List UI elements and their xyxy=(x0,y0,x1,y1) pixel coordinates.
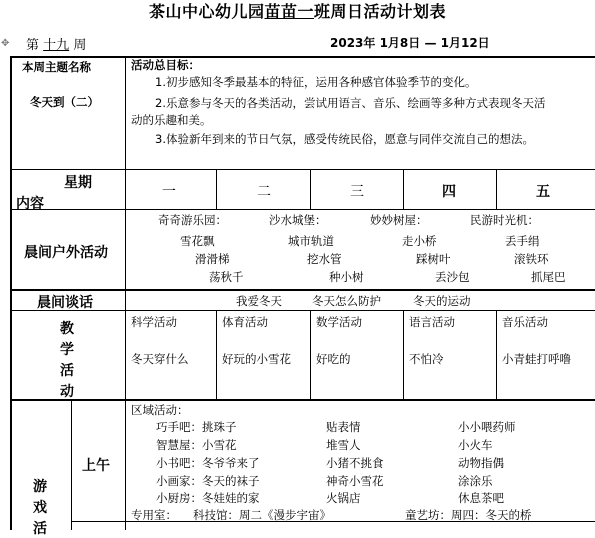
title-suffix: 班周日活动计划表 xyxy=(314,2,447,21)
table-border-top xyxy=(10,56,595,58)
outdoor-label: 晨间户外活动 xyxy=(24,245,108,261)
teaching-title: 小青蛙打呼噜 xyxy=(502,352,571,366)
area-activity-label: 区域活动： xyxy=(131,403,189,417)
zone-item: 涂涂乐 xyxy=(458,474,493,488)
header-content-label: 内容 xyxy=(16,196,44,212)
week-prefix: 第 xyxy=(26,38,40,53)
zone-item: 贴表情 xyxy=(326,420,361,434)
header-weekday-label: 星期 xyxy=(64,175,92,191)
teach-col-3 xyxy=(310,310,311,400)
game-divider-2 xyxy=(125,399,126,530)
game-divider-1 xyxy=(71,399,72,530)
teach-col-4 xyxy=(403,310,404,400)
game-label-char: 活 xyxy=(33,521,47,537)
col-line-1 xyxy=(125,169,126,210)
teaching-subject: 音乐活动 xyxy=(502,315,548,329)
outdoor-divider xyxy=(125,209,126,290)
teaching-subject: 科学活动 xyxy=(131,315,177,329)
outdoor-item: 种小树 xyxy=(329,270,364,284)
outdoor-item: 踩树叶 xyxy=(416,252,451,266)
outdoor-area: 奇奇游乐园： xyxy=(158,213,227,227)
col-line-3 xyxy=(310,169,311,210)
col-line-4 xyxy=(403,169,404,210)
teach-col-5 xyxy=(496,310,497,400)
zone-item: 小猪不挑食 xyxy=(326,456,384,470)
move-handle-icon[interactable]: ✥ xyxy=(1,38,10,49)
zone-item: 巧手吧：挑珠子 xyxy=(156,420,237,434)
talk-label: 晨间谈话 xyxy=(37,295,93,311)
outdoor-item: 滚铁环 xyxy=(514,252,549,266)
outdoor-item: 城市轨道 xyxy=(288,234,334,248)
line-after-outdoor xyxy=(10,289,595,291)
date-range: 2023年 1月8日 — 1月12日 xyxy=(330,36,490,50)
art-room: 童艺坊：周四：冬天的桥 xyxy=(405,508,532,522)
col-line-5 xyxy=(496,169,497,210)
teaching-label-char: 动 xyxy=(60,384,74,400)
zone-item: 神奇小雪花 xyxy=(326,474,384,488)
game-period: 上午 xyxy=(82,458,110,474)
zone-item: 火锅店 xyxy=(326,491,361,505)
teaching-title: 冬天穿什么 xyxy=(131,352,189,366)
day-friday: 五 xyxy=(536,184,550,200)
outdoor-area: 民游时光机： xyxy=(470,213,539,227)
teach-col-1 xyxy=(125,310,126,400)
zone-item: 小火车 xyxy=(458,438,493,452)
zone-item: 小厨房：冬娃娃的家 xyxy=(156,491,260,505)
zone-item: 小小喂药师 xyxy=(458,420,516,434)
teaching-subject: 体育活动 xyxy=(222,315,268,329)
teaching-title: 好吃的 xyxy=(316,352,351,366)
zone-item: 智慧屋：小雪花 xyxy=(156,438,237,452)
special-room-label: 专用室： xyxy=(131,508,177,522)
theme-divider xyxy=(125,56,126,170)
zone-item: 动物指偶 xyxy=(458,456,504,470)
theme-name: 冬天到（二） xyxy=(30,95,99,109)
teach-col-2 xyxy=(216,310,217,400)
outdoor-area: 沙水城堡： xyxy=(269,213,327,227)
talk-topic: 冬天的运动 xyxy=(413,294,471,308)
outdoor-item: 抓尾巴 xyxy=(531,270,566,284)
outdoor-item: 走小桥 xyxy=(402,234,437,248)
line-after-header xyxy=(10,209,595,210)
talk-topic: 冬天怎么防护 xyxy=(312,294,381,308)
outdoor-item: 丢沙包 xyxy=(435,270,470,284)
goal-item: 1.初步感知冬季最基本的特征，运用各种感官体验季节的变化。 xyxy=(155,75,477,89)
day-thursday: 四 xyxy=(442,184,456,200)
page-title xyxy=(0,0,595,26)
talk-divider xyxy=(125,289,126,311)
goal-item: 3.体验新年到来的节日气氛，感受传统民俗，愿意与同伴交流自己的想法。 xyxy=(155,132,534,146)
teaching-subject: 语言活动 xyxy=(409,315,455,329)
teaching-subject: 数学活动 xyxy=(316,315,362,329)
goals-label: 活动总目标： xyxy=(131,58,200,72)
theme-label: 本周主题名称 xyxy=(22,60,91,74)
zone-item: 小书吧：冬爷爷来了 xyxy=(156,456,260,470)
zone-item: 小画家：冬天的袜子 xyxy=(156,474,260,488)
line-after-talk xyxy=(10,310,595,311)
tech-room: 科技馆：周二《漫步宇宙》 xyxy=(193,508,331,522)
day-wednesday: 三 xyxy=(350,184,364,200)
outdoor-item: 荡秋千 xyxy=(209,270,244,284)
teaching-title: 不怕冷 xyxy=(409,352,444,366)
class-name: 苗苗一 xyxy=(264,2,314,21)
day-tuesday: 二 xyxy=(257,184,271,200)
teaching-label-char: 活 xyxy=(60,363,74,379)
outdoor-item: 挖水管 xyxy=(307,252,342,266)
line-after-goals xyxy=(10,169,595,170)
week-suffix: 周 xyxy=(73,38,87,53)
school-name: 茶山中心幼儿园 xyxy=(148,2,265,21)
game-label-char: 游 xyxy=(33,479,47,495)
outdoor-item: 丢手绢 xyxy=(505,234,540,248)
zone-item: 堆雪人 xyxy=(326,438,361,452)
teaching-label-char: 学 xyxy=(60,342,74,358)
table-border-left xyxy=(10,56,12,530)
teaching-label-char: 教 xyxy=(60,321,74,337)
outdoor-item: 滑滑梯 xyxy=(195,252,230,266)
day-monday: 一 xyxy=(162,184,176,200)
game-label-char: 戏 xyxy=(33,500,47,516)
zone-item: 休息茶吧 xyxy=(458,491,504,505)
goal-item: 2.乐意参与冬天的各类活动，尝试用语言、音乐、绘画等多种方式表现冬天活 xyxy=(155,96,546,110)
line-after-teaching xyxy=(10,399,595,401)
outdoor-area: 妙妙树屋： xyxy=(370,213,428,227)
teaching-title: 好玩的小雪花 xyxy=(222,352,291,366)
col-line-2 xyxy=(216,169,217,210)
goal-item: 动的乐趣和美。 xyxy=(131,113,212,127)
week-number xyxy=(26,34,86,53)
outdoor-item: 雪花飘 xyxy=(180,234,215,248)
week-value: 十九 xyxy=(43,38,70,53)
talk-topic: 我爱冬天 xyxy=(236,294,282,308)
